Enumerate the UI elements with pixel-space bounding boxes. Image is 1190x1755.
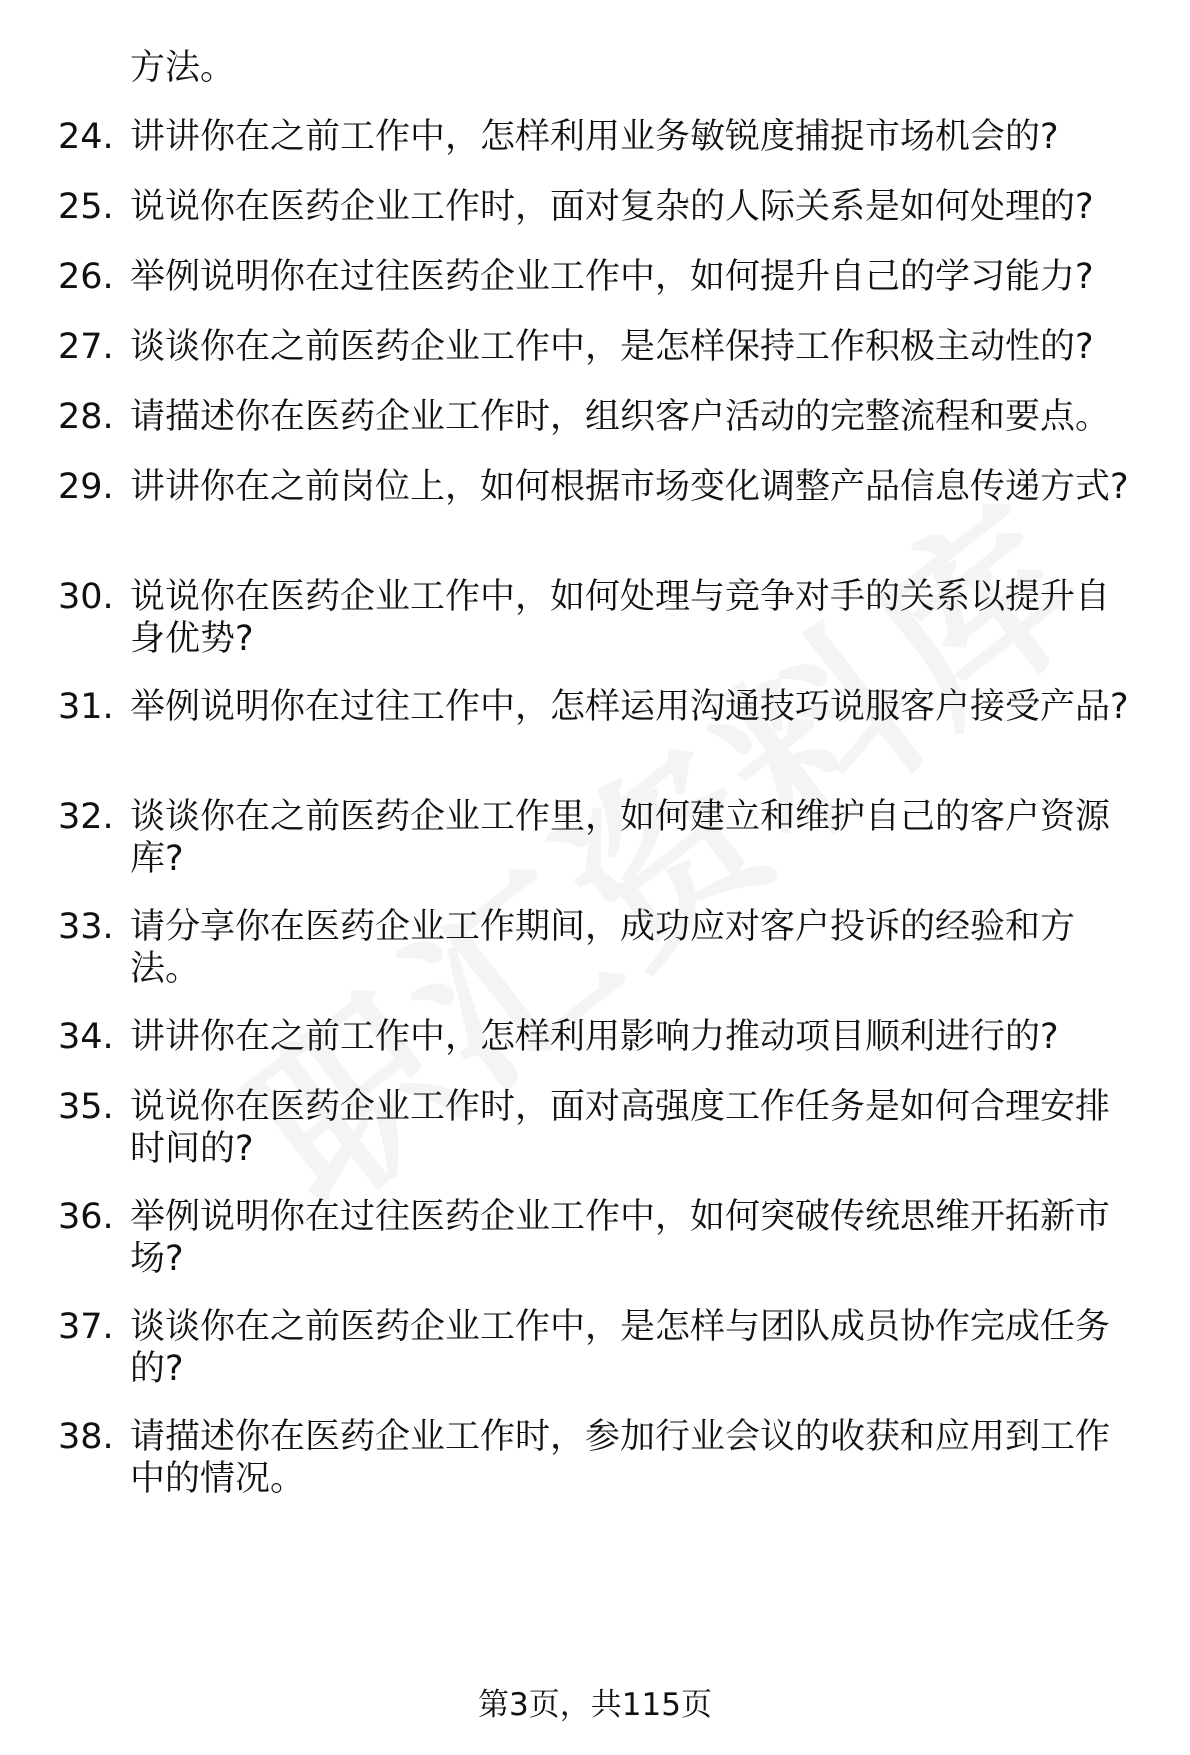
question-number: 33. xyxy=(58,907,114,947)
question-text: 谈谈你在之前医药企业工作里，如何建立和维护自己的客户资源库? xyxy=(130,797,1111,879)
question-text: 举例说明你在过往医药企业工作中，如何突破传统思维开拓新市场? xyxy=(130,1197,1111,1279)
question-number: 32. xyxy=(58,797,114,837)
question-text: 讲讲你在之前工作中，怎样利用影响力推动项目顺利进行的? xyxy=(130,1017,1059,1057)
question-text: 谈谈你在之前医药企业工作中，是怎样保持工作积极主动性的? xyxy=(130,327,1094,367)
question-number: 30. xyxy=(58,577,114,617)
question-number: 34. xyxy=(58,1017,114,1057)
question-number: 36. xyxy=(58,1197,114,1237)
question-number: 38. xyxy=(58,1417,114,1457)
question-number: 27. xyxy=(58,327,114,367)
question-text: 讲讲你在之前工作中，怎样利用业务敏锐度捕捉市场机会的? xyxy=(130,117,1059,157)
question-text: 说说你在医药企业工作中，如何处理与竞争对手的关系以提升自身优势? xyxy=(130,577,1111,659)
question-text: 举例说明你在过往工作中，怎样运用沟通技巧说服客户接受产品? xyxy=(130,687,1129,727)
question-text: 请分享你在医药企业工作期间，成功应对客户投诉的经验和方法。 xyxy=(130,907,1076,989)
question-number: 37. xyxy=(58,1307,114,1347)
question-number: 24. xyxy=(58,117,114,157)
question-text: 说说你在医药企业工作时，面对高强度工作任务是如何合理安排时间的? xyxy=(130,1087,1111,1169)
question-number: 28. xyxy=(58,397,114,437)
question-number: 26. xyxy=(58,257,114,297)
question-text: 说说你在医药企业工作时，面对复杂的人际关系是如何处理的? xyxy=(130,187,1094,227)
page-number-label: 第3页，共115页 xyxy=(478,1687,712,1723)
question-text: 举例说明你在过往医药企业工作中，如何提升自己的学习能力? xyxy=(130,257,1094,297)
question-text: 谈谈你在之前医药企业工作中，是怎样与团队成员协作完成任务的? xyxy=(130,1307,1111,1389)
question-number: 31. xyxy=(58,687,114,727)
question-text: 请描述你在医药企业工作时，组织客户活动的完整流程和要点。 xyxy=(130,397,1111,437)
question-text: 讲讲你在之前岗位上，如何根据市场变化调整产品信息传递方式? xyxy=(130,467,1129,507)
question-text: 请描述你在医药企业工作时，参加行业会议的收获和应用到工作中的情况。 xyxy=(130,1417,1111,1499)
page-footer xyxy=(0,1685,1190,1725)
question-number: 35. xyxy=(58,1087,114,1127)
continuation-text: 方法。 xyxy=(130,48,236,88)
question-number: 29. xyxy=(58,467,114,507)
question-number: 25. xyxy=(58,187,114,227)
